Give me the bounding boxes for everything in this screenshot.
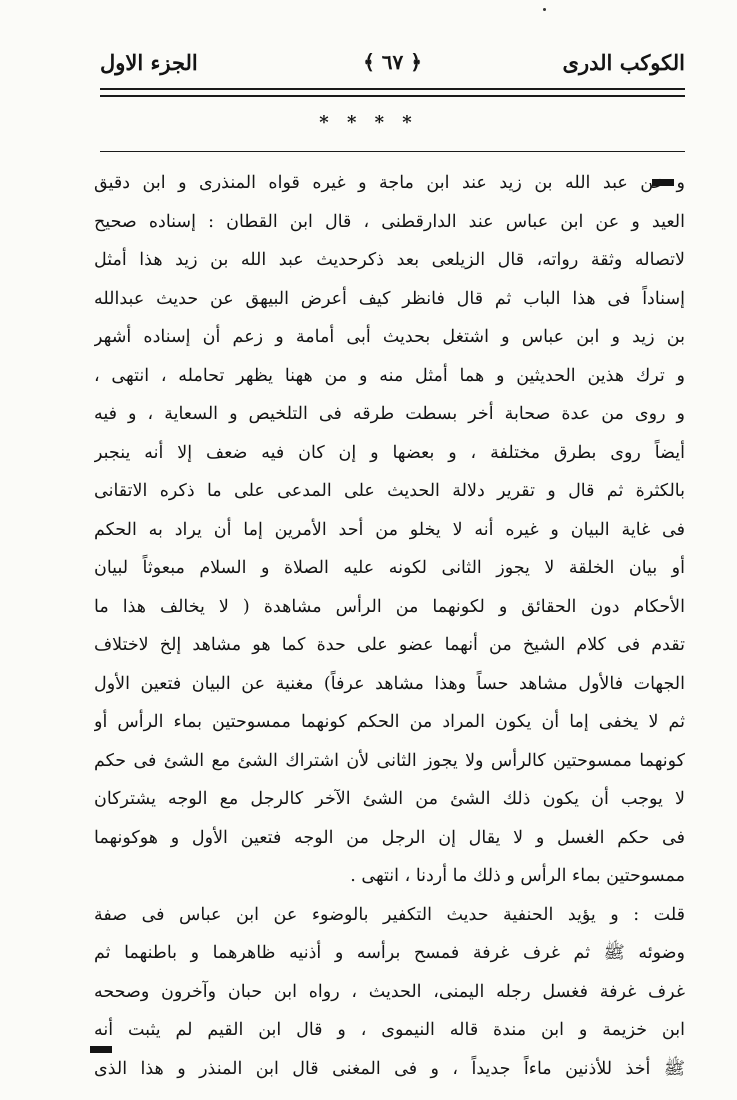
text-line: ابن خزيمة و ابن مندة قاله النيموى ، و قال ابن القيم لم يثبت أنه — [94, 1020, 685, 1040]
text-line: فى حكم الغسل و لا يقال إن الرجل من الوجه فتعين الأول و هوكونهما — [94, 827, 685, 848]
text-line: كونهما ممسوحتين كالرأس ولا يجوز الثانى لأن اشتراك الشئ مع الشئ فى حكم — [94, 750, 685, 771]
text-line: ممسوحتين بماء الرأس و ذلك ما أردنا ، انتهى . — [350, 866, 685, 886]
text-line: بن زيد و ابن عباس و اشتغل بحديث أبى أمامة و زعم أن إسناده أشهر — [94, 327, 685, 347]
text-line: بالكثرة ثم قال و تقرير دلالة الحديث على المدعى على ما ذكره الاتقانى — [94, 481, 685, 501]
text-line: و عن عبد الله بن زيد عند ابن ماجة و غيره قواه المنذرى و ابن دقيق — [94, 173, 685, 193]
page-header — [100, 40, 685, 84]
header-rule-bottom — [100, 95, 685, 97]
text-line: الأحكام دون الحقائق و لكونهما من الرأس مشاهدة ( لا يخالف هذا ما — [94, 596, 685, 617]
text-line: وضوئه ﷺ ثم غرف غرفة فمسح برأسه و أذنيه ظاهرهما و باطنهما ثم — [94, 943, 685, 963]
speck-dot — [543, 8, 546, 11]
body-text — [94, 164, 685, 1088]
text-line: قلت : و يؤيد الحنفية حديث التكفير بالوضوء عن ابن عباس فى صفة — [94, 904, 685, 925]
page-number: ﴿ ٦٧ ﴾ — [363, 50, 422, 74]
text-line: فى غاية البيان و غيره أنه لا يخلو من أحد الأمرين إما أن يراد به الحكم — [94, 519, 685, 540]
text-line: أو بيان الخلقة لا يجوز الثانى لكونه عليه الصلاة و السلام مبعوثاً لبيان — [94, 558, 685, 578]
text-line: الجهات فالأول مشاهد حساً وهذا مشاهد عرفاً) مغنية عن البيان فتعين الأول — [94, 673, 685, 694]
book-title: الكوكب الدرى — [562, 49, 685, 75]
text-line: غرف غرفة فغسل رجله اليمنى، الحديث ، رواه ابن حبان وآخرون وصححه — [94, 981, 685, 1002]
section-divider-stars: * * * * — [319, 112, 418, 133]
text-line: العيد و عن ابن عباس عند الدارقطنى ، قال ابن القطان : إسناده صحيح — [94, 211, 685, 232]
text-line: لا يوجب أن يكون ذلك الشئ من الشئ الآخر كالرجل مع الوجه يشتركان — [94, 789, 685, 809]
text-line: و ترك هذين الحديثين و هما أمثل منه و من ههنا يظهر تحامله ، انتهى ، — [94, 365, 685, 386]
text-rule — [100, 151, 685, 152]
text-line: لاتصاله وثقة رواته، قال الزيلعى بعد ذكرحديث عبد الله بن زيد هذا أمثل — [94, 250, 685, 270]
text-line: و روى من عدة صحابة أخر بسطت طرقه فى التلخيص و السعاية ، و فيه — [94, 404, 685, 424]
text-line: إسناداً فى هذا الباب ثم قال فانظر كيف أعرض البيهق عن حديث عبدالله — [94, 288, 685, 309]
text-line: أيضاً روى بطرق مختلفة ، و بعضها و إن كان فيه ضعف إلا أنه ينجبر — [94, 442, 685, 463]
part-label: الجزء الاول — [100, 49, 198, 75]
header-rule-top — [100, 88, 685, 90]
text-line: ثم لا يخفى إما أن يكون المراد من الحكم كونهما ممسوحتين بماء الرأس أو — [94, 712, 685, 732]
text-line: تقدم فى كلام الشيخ من أنهما عضو على حدة كما هو مشاهد إلخ لاختلاف — [94, 635, 685, 655]
text-line: ﷺ أخذ للأذنين ماءاً جديداً ، و فى المغنى قال ابن المنذر و هذا الذى — [94, 1058, 685, 1079]
